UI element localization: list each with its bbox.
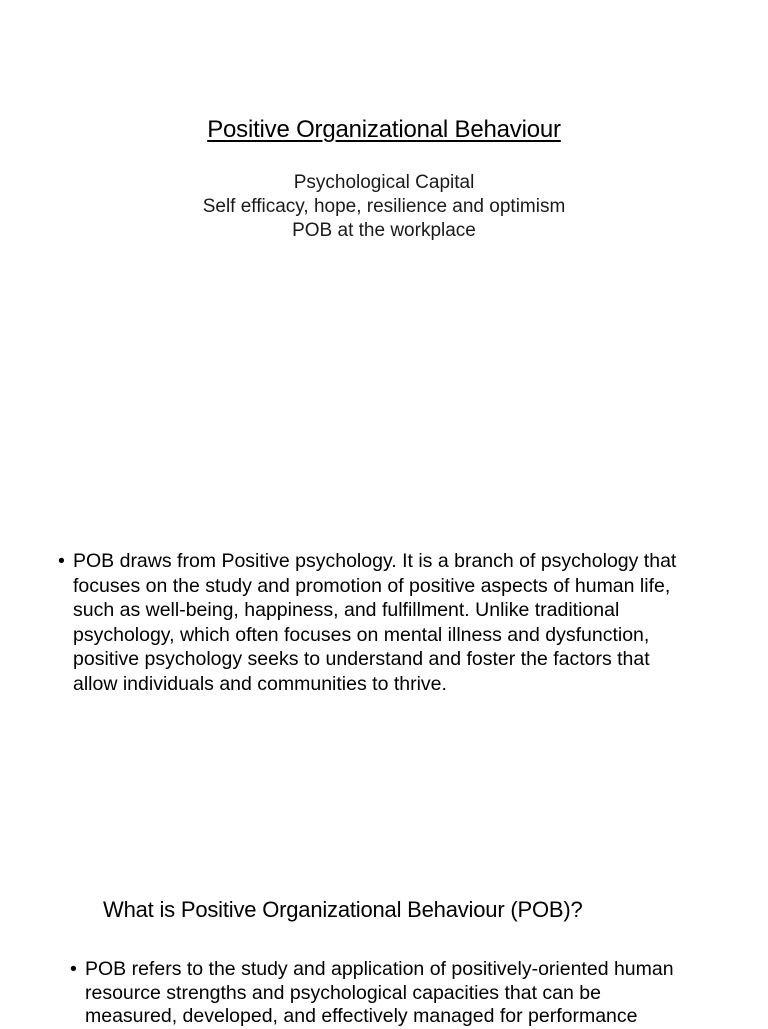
bullet-list-item bbox=[58, 549, 738, 696]
bullet-list-item bbox=[70, 958, 750, 1029]
subtitle-line: Psychological Capital bbox=[293, 172, 475, 193]
slide-subtitle bbox=[0, 171, 768, 243]
subtitle-line: Self efficacy, hope, resilience and optimism bbox=[202, 196, 566, 217]
subtitle-line: POB at the workplace bbox=[292, 220, 476, 241]
bullet-paragraph: POB draws from Positive psychology. It is a branch of psychology that focuses on the study and promotion of positive aspects of human life, such as well-being, happiness, and fulfillment. Unlike traditional psychology, which often focuses on mental illness and dysfunction, positive psychology seeks to understand and foster the factors that allow individuals and communities to thrive. bbox=[73, 550, 677, 695]
bullet-icon: • bbox=[70, 958, 77, 980]
bullet-icon: • bbox=[58, 550, 65, 572]
slide-title: Positive Organizational Behaviour bbox=[207, 116, 561, 143]
section-heading: What is Positive Organizational Behaviour (POB)? bbox=[103, 897, 583, 922]
bullet-paragraph: POB refers to the study and application of positively-oriented human resource strengths and psychological capacities that can be measured, developed, and effectively managed for performance bbox=[85, 958, 674, 1027]
